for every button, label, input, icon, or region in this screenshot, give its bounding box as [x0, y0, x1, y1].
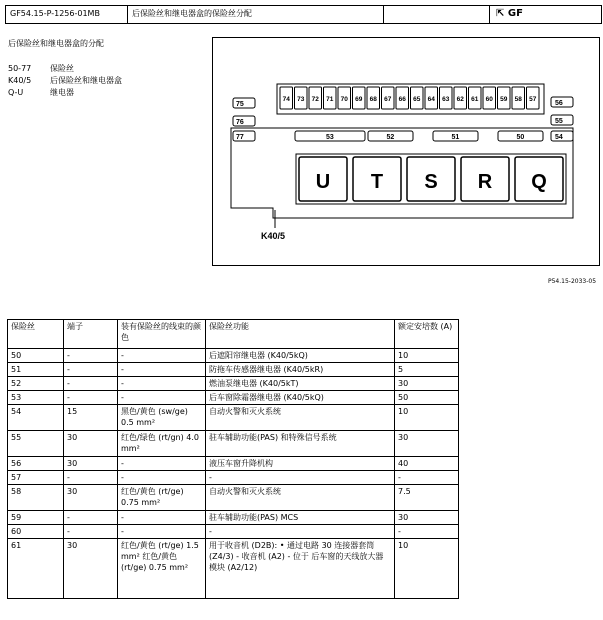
- fuse-label-61: 61: [471, 96, 479, 103]
- cell-wire-color: -: [118, 457, 206, 471]
- fuse-label-60: 60: [485, 96, 493, 103]
- legend: [8, 63, 122, 99]
- fuse-label-74: 74: [282, 96, 290, 103]
- cell-amperage: 40: [395, 457, 459, 471]
- fuse-label-59: 59: [500, 96, 508, 103]
- fuse-label-62: 62: [456, 96, 464, 103]
- fuse-box-svg: [213, 38, 601, 267]
- cell-function: 驻车辅助功能(PAS) MCS: [206, 511, 395, 525]
- relay-label-S: S: [424, 171, 438, 193]
- cell-function: 后车窗除霜器继电器 (K40/5kQ): [206, 391, 395, 405]
- doc-id: GF54.15-P-1256-01MB: [6, 6, 128, 23]
- col-function: 保险丝功能: [206, 320, 395, 349]
- cell-wire-color: -: [118, 525, 206, 539]
- cell-terminal: 30: [64, 457, 118, 471]
- fuse-table: [7, 319, 459, 599]
- cell-wire-color: -: [118, 349, 206, 363]
- fuse-label-70: 70: [340, 96, 348, 103]
- fuse-box-diagram: [212, 37, 600, 266]
- col-amperage: 额定安培数 (A): [395, 320, 459, 349]
- cell-terminal: -: [64, 377, 118, 391]
- cell-function: -: [206, 525, 395, 539]
- cell-terminal: 30: [64, 431, 118, 457]
- doc-title: 后保险丝和继电器盒的保险丝分配: [128, 6, 384, 23]
- cell-wire-color: -: [118, 391, 206, 405]
- table-row: [8, 431, 459, 457]
- cell-wire-color: -: [118, 363, 206, 377]
- cell-function: 燃油泵继电器 (K40/5kT): [206, 377, 395, 391]
- col-terminal: 端子: [64, 320, 118, 349]
- fuse-label-51: 51: [451, 134, 460, 141]
- cell-function: 自动火警和灭火系统: [206, 485, 395, 511]
- cell-fuse: 52: [8, 377, 64, 391]
- cell-amperage: 10: [395, 539, 459, 599]
- fuse-label-67: 67: [384, 96, 392, 103]
- cell-fuse: 61: [8, 539, 64, 599]
- logo-icon: ⇱: [496, 8, 505, 19]
- fuse-label-55: 55: [555, 118, 563, 125]
- cell-wire-color: 红色/绿色 (rt/gn) 4.0 mm²: [118, 431, 206, 457]
- cell-terminal: 15: [64, 405, 118, 431]
- cell-terminal: -: [64, 511, 118, 525]
- fuse-label-57: 57: [529, 96, 537, 103]
- cell-amperage: 10: [395, 405, 459, 431]
- document-header: [5, 5, 602, 24]
- fuse-label-53: 53: [326, 134, 334, 141]
- cell-fuse: 56: [8, 457, 64, 471]
- relay-label-R: R: [477, 171, 493, 193]
- fuse-label-76: 76: [236, 119, 244, 126]
- cell-fuse: 50: [8, 349, 64, 363]
- cell-function: 用于收音机 (D2B): • 通过电路 30 连接器套筒 (Z4/3) - 收音机 (A2) - 位于 后车窗的天线放大器模块 (A2/12): [206, 539, 395, 599]
- cell-fuse: 54: [8, 405, 64, 431]
- fuse-label-71: 71: [326, 96, 334, 103]
- fuse-label-64: 64: [427, 96, 435, 103]
- table-row: [8, 485, 459, 511]
- legend-key: 50-77: [8, 64, 32, 73]
- cell-function: -: [206, 471, 395, 485]
- cell-terminal: 30: [64, 485, 118, 511]
- legend-row: [8, 87, 122, 99]
- table-header-row: [8, 320, 459, 349]
- table-row: [8, 457, 459, 471]
- legend-text: 继电器: [50, 88, 74, 97]
- cell-fuse: 58: [8, 485, 64, 511]
- fuse-label-75: 75: [236, 101, 244, 108]
- col-fuse: 保险丝: [8, 320, 64, 349]
- cell-amperage: -: [395, 525, 459, 539]
- header-logo: [490, 6, 601, 23]
- cell-wire-color: -: [118, 377, 206, 391]
- fuse-label-68: 68: [369, 96, 377, 103]
- section-title: 后保险丝和继电器盒的分配: [8, 39, 104, 48]
- cell-fuse: 57: [8, 471, 64, 485]
- cell-terminal: -: [64, 471, 118, 485]
- cell-fuse: 60: [8, 525, 64, 539]
- cell-amperage: 30: [395, 431, 459, 457]
- cell-terminal: -: [64, 363, 118, 377]
- cell-amperage: -: [395, 471, 459, 485]
- cell-amperage: 50: [395, 391, 459, 405]
- legend-text: 保险丝: [50, 64, 74, 73]
- cell-function: 防拖车传感器继电器 (K40/5kR): [206, 363, 395, 377]
- cell-wire-color: -: [118, 511, 206, 525]
- figure-ref: P54.15-2033-05: [548, 278, 597, 285]
- cell-fuse: 51: [8, 363, 64, 377]
- col-wire-color: 装有保险丝的线束的颜色: [118, 320, 206, 349]
- cell-wire-color: 红色/黄色 (rt/ge) 0.75 mm²: [118, 485, 206, 511]
- cell-function: 驻车辅助功能(PAS) 和特殊信号系统: [206, 431, 395, 457]
- cell-amperage: 5: [395, 363, 459, 377]
- table-row: [8, 511, 459, 525]
- fuse-label-56: 56: [555, 100, 563, 107]
- table-row: [8, 471, 459, 485]
- table-row: [8, 349, 459, 363]
- table-row: [8, 525, 459, 539]
- cell-wire-color: 红色/黄色 (rt/ge) 1.5 mm² 红色/黄色 (rt/ge) 0.75 mm²: [118, 539, 206, 599]
- fuse-label-73: 73: [297, 96, 305, 103]
- callout-label: K40/5: [261, 231, 286, 241]
- fuse-label-65: 65: [413, 96, 421, 103]
- header-blank-cell: [384, 6, 490, 23]
- fuse-label-72: 72: [311, 96, 319, 103]
- table-row: [8, 391, 459, 405]
- fuse-label-50: 50: [516, 134, 525, 141]
- relay-label-T: T: [370, 171, 384, 193]
- fuse-label-63: 63: [442, 96, 450, 103]
- fuse-label-69: 69: [355, 96, 363, 103]
- cell-function: 自动火警和灭火系统: [206, 405, 395, 431]
- cell-wire-color: -: [118, 471, 206, 485]
- fuse-label-52: 52: [386, 134, 395, 141]
- legend-key: K40/5: [8, 76, 32, 85]
- table-body: [8, 349, 459, 599]
- cell-fuse: 59: [8, 511, 64, 525]
- cell-fuse: 53: [8, 391, 64, 405]
- legend-row: [8, 63, 122, 75]
- cell-amperage: 7.5: [395, 485, 459, 511]
- legend-key: Q-U: [8, 88, 24, 97]
- cell-function: 液压车窗升降机构: [206, 457, 395, 471]
- cell-amperage: 30: [395, 511, 459, 525]
- cell-wire-color: 黑色/黄色 (sw/ge) 0.5 mm²: [118, 405, 206, 431]
- table-row: [8, 405, 459, 431]
- cell-function: 后遮阳帘继电器 (K40/5kQ): [206, 349, 395, 363]
- relay-label-Q: Q: [531, 171, 547, 193]
- table-row: [8, 539, 459, 599]
- logo-text: GF: [507, 8, 523, 19]
- relay-label-U: U: [315, 171, 331, 193]
- fuse-label-54: 54: [555, 134, 563, 141]
- fuse-label-77: 77: [236, 134, 244, 141]
- table-row: [8, 377, 459, 391]
- legend-text: 后保险丝和继电器盒: [50, 76, 122, 85]
- cell-terminal: -: [64, 391, 118, 405]
- fuse-label-58: 58: [514, 96, 522, 103]
- cell-amperage: 10: [395, 349, 459, 363]
- cell-terminal: -: [64, 525, 118, 539]
- table-row: [8, 363, 459, 377]
- cell-fuse: 55: [8, 431, 64, 457]
- cell-terminal: -: [64, 349, 118, 363]
- cell-terminal: 30: [64, 539, 118, 599]
- fuse-label-66: 66: [398, 96, 406, 103]
- legend-row: [8, 75, 122, 87]
- cell-amperage: 30: [395, 377, 459, 391]
